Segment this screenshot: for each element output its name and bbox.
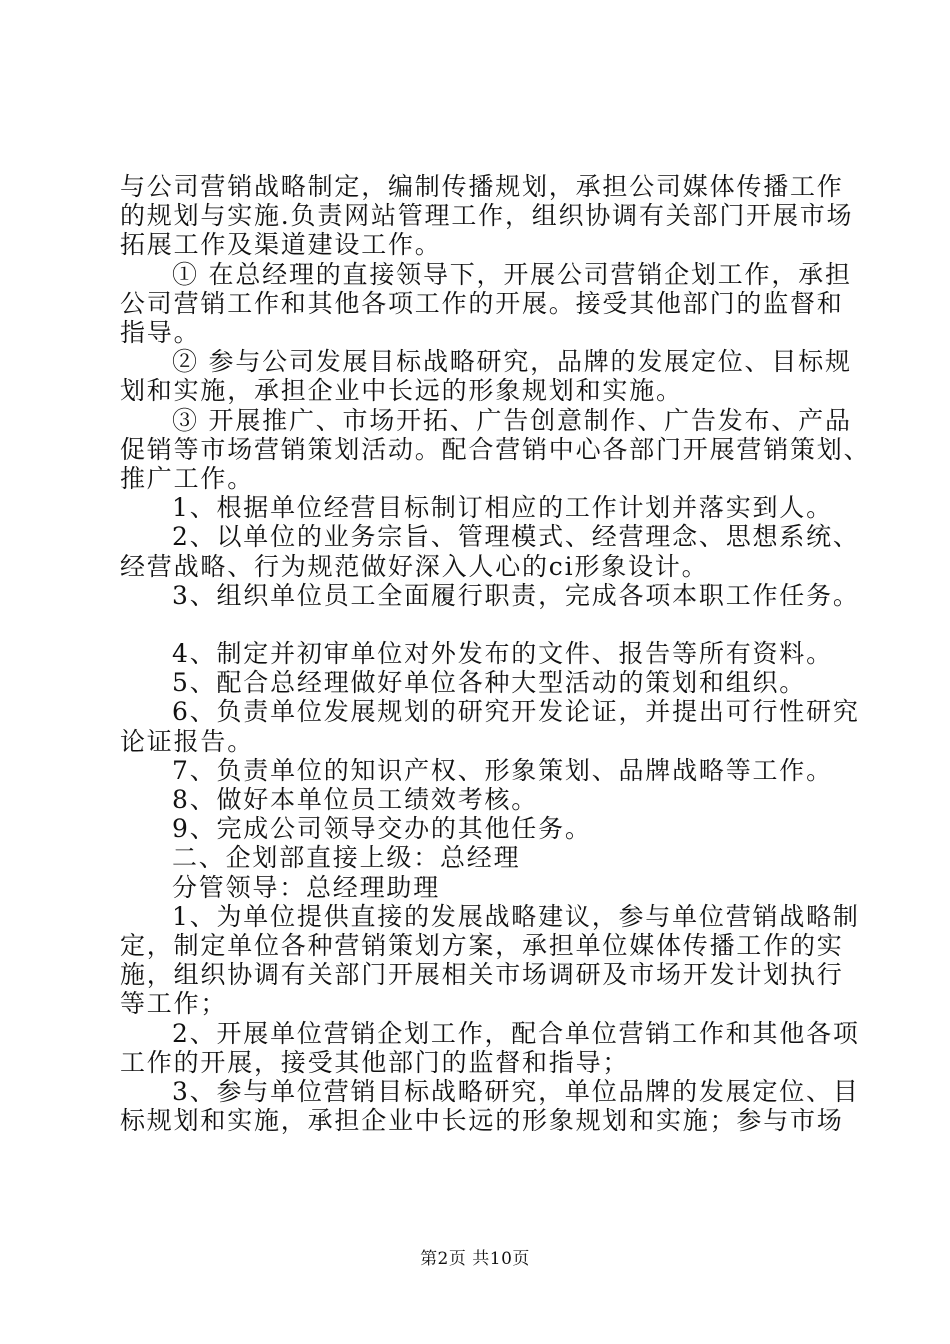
text-line: ③ 开展推广、市场开拓、广告创意制作、广告发布、产品: [172, 405, 852, 435]
text-line: 1、为单位提供直接的发展战略建议，参与单位营销战略制: [172, 901, 860, 931]
text-line: 施，组织协调有关部门开展相关市场调研及市场开发计划执行: [120, 960, 844, 990]
text-line: 3、组织单位员工全面履行职责，完成各项本职工作任务。: [172, 580, 860, 610]
text-line: 分管领导：总经理助理: [172, 872, 441, 902]
text-line: ② 参与公司发展目标战略研究，品牌的发展定位、目标规: [172, 347, 852, 377]
page-number-footer: 第2页 共10页: [420, 1249, 530, 1269]
text-line: 经营战略、行为规范做好深入人心的ci形象设计。: [120, 551, 709, 581]
text-line: 等工作；: [120, 989, 228, 1019]
text-line: 8、做好本单位员工绩效考核。: [172, 785, 539, 815]
document-body: [120, 172, 871, 1136]
text-line: 促销等市场营销策划活动。配合营销中心各部门开展营销策划、: [120, 434, 871, 464]
text-line: 2、开展单位营销企划工作，配合单位营销工作和其他各项: [172, 1018, 860, 1048]
text-line: 论证报告。: [120, 726, 255, 756]
text-line: 标规划和实施，承担企业中长远的形象规划和实施；参与市场: [120, 1106, 844, 1136]
text-line: 指导。: [120, 318, 201, 348]
text-line: 工作的开展，接受其他部门的监督和指导；: [120, 1047, 630, 1077]
text-line: 6、负责单位发展规划的研究开发论证，并提出可行性研究: [172, 697, 860, 727]
text-line: 7、负责单位的知识产权、形象策划、品牌战略等工作。: [172, 755, 833, 785]
text-line: 2、以单位的业务宗旨、管理模式、经营理念、思想系统、: [172, 522, 860, 552]
text-line: 5、配合总经理做好单位各种大型活动的策划和组织。: [172, 668, 807, 698]
text-line: 的规划与实施.负责网站管理工作，组织协调有关部门开展市场: [120, 201, 854, 231]
text-line: 与公司营销战略制定，编制传播规划，承担公司媒体传播工作: [120, 172, 844, 201]
text-line: 3、参与单位营销目标战略研究，单位品牌的发展定位、目: [172, 1077, 860, 1107]
text-line: 划和实施，承担企业中长远的形象规划和实施。: [120, 376, 683, 406]
blank-line: [120, 610, 840, 639]
text-line: 4、制定并初审单位对外发布的文件、报告等所有资料。: [172, 639, 833, 669]
text-line: 9、完成公司领导交办的其他任务。: [172, 814, 592, 844]
text-line: ① 在总经理的直接领导下，开展公司营销企划工作，承担: [172, 259, 852, 289]
text-line: 1、根据单位经营目标制订相应的工作计划并落实到人。: [172, 493, 833, 523]
text-line: 拓展工作及渠道建设工作。: [120, 230, 442, 260]
text-line: 公司营销工作和其他各项工作的开展。接受其他部门的监督和: [120, 288, 844, 318]
text-line: 推广工作。: [120, 464, 255, 494]
text-line: 定，制定单位各种营销策划方案，承担单位媒体传播工作的实: [120, 931, 844, 961]
section-heading: 二、企划部直接上级：总经理: [172, 843, 521, 873]
